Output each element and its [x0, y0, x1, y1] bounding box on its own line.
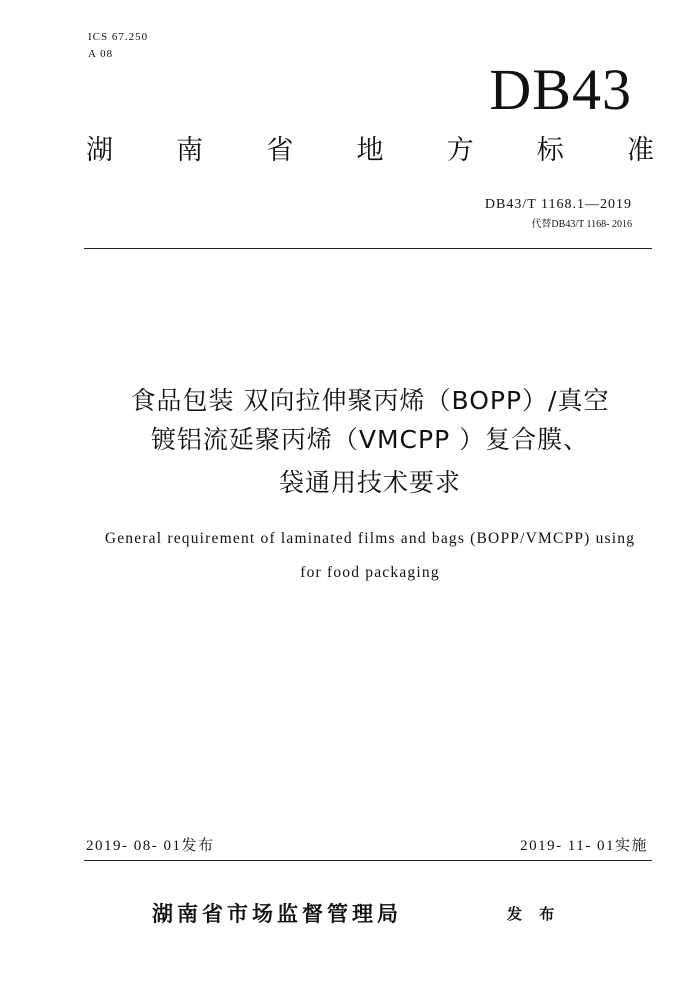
- ics-code: ICS 67.250: [88, 31, 149, 43]
- province-char: 方: [446, 135, 474, 166]
- issue-label: 发 布: [507, 905, 561, 923]
- province-char: 标: [536, 135, 564, 166]
- implement-date: 2019- 11- 01实施: [520, 838, 648, 854]
- province-standard-heading: [86, 134, 654, 168]
- title-cn-line-2: 镀铝流延聚丙烯（VMCPP ）复合膜、: [150, 425, 590, 454]
- province-char: 湖: [86, 135, 113, 166]
- title-cn-line-1: 食品包装 双向拉伸聚丙烯（BOPP）/真空: [130, 386, 610, 415]
- title-cn-line-3: 袋通用技术要求: [278, 468, 461, 497]
- standard-logo: DB43: [489, 57, 632, 122]
- ccs-code: A 08: [88, 48, 114, 60]
- province-char: 省: [266, 135, 294, 166]
- province-char: 准: [626, 135, 654, 166]
- replaced-standard: 代替DB43/T 1168- 2016: [531, 219, 632, 230]
- title-en-line-1: General requirement of laminated films and bags (BOPP/VMCPP) using: [104, 530, 636, 547]
- classification-codes: [88, 29, 148, 63]
- standard-number: DB43/T 1168.1—2019: [484, 197, 632, 212]
- title-en-line-2: for food packaging: [300, 564, 440, 581]
- issuing-authority: 湖南省市场监督管理局: [152, 902, 402, 926]
- bottom-divider: [84, 860, 652, 861]
- top-divider: [84, 248, 652, 249]
- province-char: 地: [356, 135, 384, 166]
- publish-date: 2019- 08- 01发布: [86, 838, 215, 854]
- province-char: 南: [176, 135, 204, 166]
